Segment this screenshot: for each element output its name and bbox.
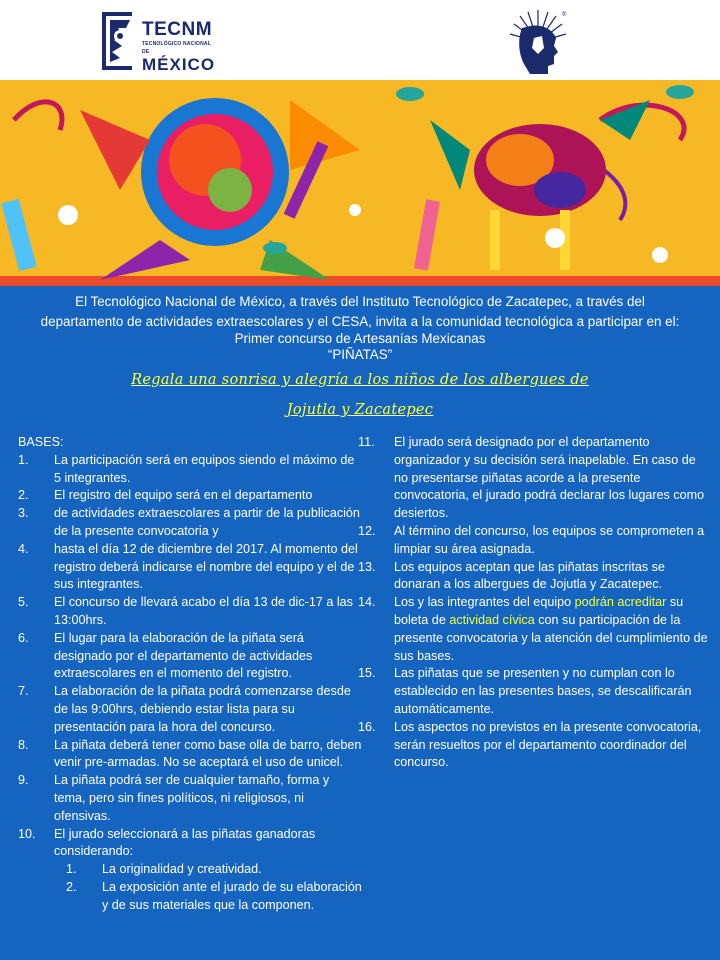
base-item [18, 826, 363, 862]
base-text: Las piñatas que se presenten y no cumplan con lo establecido en las presentes bases, se descalificarán automáticamente. [394, 666, 692, 716]
criteria-number: 2. [66, 879, 77, 894]
base-item [18, 630, 363, 683]
base-text: El concurso de llevará acabo el día 13 de dic-17 a las 13:00hrs. [54, 595, 353, 627]
tecnm-subtitle: TECNOLÓGICO NACIONAL DE [142, 41, 211, 55]
base-number: 6. [18, 630, 29, 645]
intro-line-4: “PIÑATAS” [327, 347, 393, 362]
base-text: El jurado será designado por el departamento organizador y su decisión será inapelable. En caso de no presentarse piñatas acorde a la presente convocatoria, el jurado podrá declarar los lugares como desiertos. [394, 435, 705, 521]
tecnm-eagle-warrior-icon [96, 6, 138, 74]
base-item [18, 737, 363, 773]
tecnm-wordmark [142, 20, 215, 74]
criteria-text: La exposición ante el jurado de su elaboración y de sus materiales que la componen. [102, 879, 362, 912]
base-text-part: su boleta de [394, 595, 684, 627]
intro-line-2: departamento de actividades extraescolares y el CESA, invita a la comunidad tecnológica a participar en el: [40, 314, 680, 329]
base-item [358, 523, 708, 559]
tecnm-logo [96, 6, 214, 76]
base-item [18, 772, 363, 825]
highlight-podran-acreditar: podrán acreditar [574, 595, 667, 610]
base-number: 1. [18, 452, 29, 467]
svg-text:®: ® [562, 12, 567, 18]
base-number: 4. [18, 541, 29, 556]
base-number: 3. [18, 506, 29, 521]
tecnm-country: MÉXICO [142, 55, 216, 74]
base-number: 16. [358, 719, 376, 734]
base-text: de actividades extraescolares a partir de la publicación de la presente convocatoria y [54, 506, 360, 538]
base-item [358, 559, 708, 595]
base-text: Al término del concurso, los equipos se comprometen a limpiar su área asignada. [394, 523, 705, 556]
base-item [18, 683, 363, 736]
slogan-line-1: Regala una sonrisa y alegría a los niños de los albergues de [131, 372, 589, 388]
base-text: Los aspectos no previstos en la presente convocatoria, serán resueltos por el departamento coordinador del concurso. [394, 719, 702, 770]
base-number: 12. [358, 523, 376, 538]
convocatoria [0, 286, 720, 960]
base-text: El lugar para la elaboración de la piñata será designado por el departamento de actividades extraescolares en el momento del registro. [54, 630, 313, 681]
bases-right-column [358, 434, 708, 772]
base-text: La participación será en equipos siendo el máximo de 5 integrantes. [54, 452, 355, 485]
intro-line-1: El Tecnológico Nacional de México, a través del Instituto Tecnológico de Zacatepec, a través del [75, 294, 645, 309]
intro-line-3: Primer concurso de Artesanías Mexicanas [234, 331, 486, 346]
base-number: 13. [358, 559, 376, 574]
tecnm-name: TECNM [142, 19, 213, 40]
criteria-item [18, 879, 363, 915]
base-item [18, 541, 363, 594]
base-number: 2. [18, 488, 29, 503]
base-number: 14. [358, 595, 376, 610]
base-text: hasta el día 12 de diciembre del 2017. Al momento del registro deberá indicarse el nombre del equipo y el de sus integrantes. [54, 541, 358, 592]
base-item [18, 594, 363, 630]
base-item [18, 487, 363, 505]
base-number: 8. [18, 737, 29, 752]
base-item [358, 719, 708, 772]
base-item [358, 665, 708, 718]
base-number: 10. [18, 826, 36, 841]
bases-title: BASES: [18, 435, 64, 449]
slogan-line-2: Jojutla y Zacatepec [286, 402, 434, 418]
base-item [358, 594, 708, 665]
header [0, 0, 720, 80]
highlight-actividad-civica: actividad cívica [449, 612, 535, 627]
base-text: La piñata deberá tener como base olla de barro, deben venir pre-armadas. No se aceptará el uso de unicel. [54, 737, 362, 770]
base-item [358, 434, 708, 523]
base-number: 15. [358, 666, 376, 681]
base-text-part: Los y las integrantes del equipo [394, 595, 575, 610]
base-text: La piñata podrá ser de cualquier tamaño, forma y tema, pero sin fines políticos, ni religiosos, ni ofensivas. [54, 773, 330, 823]
bases-left-column [18, 434, 363, 915]
base-number: 9. [18, 773, 29, 788]
base-number: 11. [358, 435, 375, 449]
base-number: 5. [18, 595, 29, 610]
pinata-and-candy-illustration [0, 80, 720, 286]
base-text: El jurado seleccionará a las piñatas ganadoras considerando: [54, 826, 316, 859]
base-text: Los equipos aceptan que las piñatas inscritas se donaran a los albergues de Jojutla y Zacatepec. [394, 559, 665, 592]
criteria-item [18, 861, 363, 879]
base-item [18, 505, 363, 541]
base-item [18, 452, 363, 488]
criteria-number: 1. [66, 862, 77, 877]
base-text: La elaboración de la piñata podrá comenzarse desde de las 9:00hrs, debiendo estar lista para su presentación para la hora del concurso. [54, 684, 351, 734]
base-text: El registro del equipo será en el departamento [54, 488, 313, 503]
criteria-text: La originalidad y creatividad. [102, 862, 262, 877]
base-number: 7. [18, 684, 29, 699]
base-text-part: con su participación de la presente convocatoria y la atención del cumplimiento de sus bases. [394, 612, 708, 663]
itz-head-profile-icon [504, 8, 570, 76]
